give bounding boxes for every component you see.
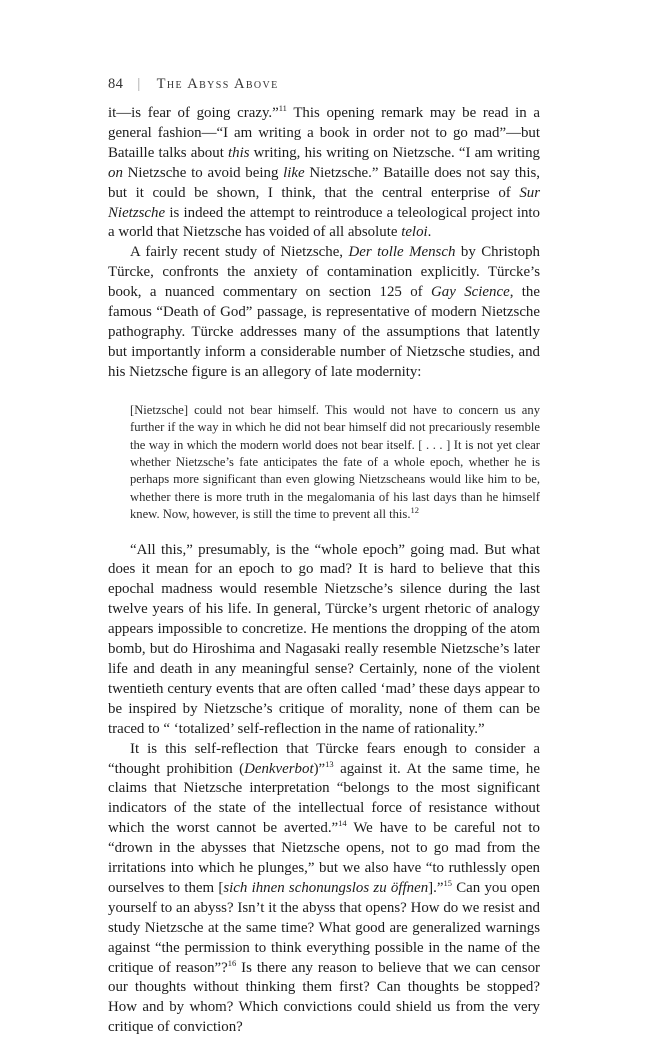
text-run: “All this,” presumably, is the “whole epoch” going mad. But what does it mean for an epoch to go mad? It is hard to believe that this epochal madness would resemble Nietzsche’s silence during the last twelve years of his life. In general, Türcke’s urgent rhetoric of analogy appears impossible to concretize. He mentions the dropping of the atom bomb, but do Hiroshima and Nagasaki really resemble Nietzsche’s later life and death in any meaningful sense? Certainly, none of the violent twentieth century events that are often called ‘mad’ these days appear to be inspired by Nietzsche’s critique of morality, none of them can be traced to “ ‘totalized’ self-reflection in the name of rationality.”: [108, 541, 540, 737]
paragraph-3: [108, 541, 540, 740]
paragraph-4: [108, 740, 540, 1038]
text-run: Can you open yourself to an abyss? Isn’t it the abyss that opens? How do we resist and study Nietzsche at the same time? What good are generalized warnings against “the permission to think everything possible in the name of the critique of reason”?: [108, 879, 540, 976]
text-run: against it. At the same time, he claims that Nietzsche interpretation “belongs to the most significant indicators of the state of the intellectual force of resistance without which the worst cannot be averted.”: [108, 760, 540, 837]
text-run: We have to be careful not to “drown in the abysses that Nietzsche opens, not to go mad from the irritations into which he plunges,” but we also have “to ruthlessly open ourselves to them [: [108, 820, 540, 896]
italic-run: on: [108, 164, 123, 181]
footnote-ref-16: 16: [227, 957, 237, 968]
footnote-ref-11: 11: [278, 103, 287, 114]
text-run: by Christoph Türcke, confronts the anxiety of contamination explicitly. Türcke’s book, a nuanced commentary on section 125 of: [108, 244, 540, 301]
italic-run: Denkverbot: [244, 760, 314, 777]
text-run: writing, his writing on Nietzsche. “I am writing: [249, 144, 540, 161]
footnote-ref-15: 15: [443, 877, 452, 888]
italic-run: teloi: [401, 224, 428, 241]
quote-text: [Nietzsche] could not bear himself. This would not have to concern us any further if the way in which he did not bear himself did not precariously resemble the way in which the modern world does not bear itself. [ . . . ] It is not yet clear whether Nietzsche’s fate anticipates the fate of a whole epoch, whether he is perhaps more significant than even glowing Nietzscheans would like him to be, whether there is more truth in the megalomania of his last days than he himself knew. Now, however, is still the time to prevent all this.: [130, 402, 540, 522]
page-number: 84: [108, 76, 124, 92]
text-run: A fairly recent study of Nietzsche,: [130, 244, 349, 261]
header-separator: |: [137, 76, 141, 92]
running-header: [108, 76, 548, 93]
footnote-ref-13: 13: [325, 758, 334, 769]
text-run: is indeed the attempt to reintroduce a teleological project into a world that Nietzsche has voided of all absolute: [108, 204, 540, 241]
italic-run: this: [228, 144, 250, 161]
text-run: )”: [313, 760, 326, 777]
body-text: [108, 104, 540, 1038]
running-title: The Abyss Above: [156, 76, 279, 92]
text-run: This opening remark may be read in a general fashion—“I am writing a book in order not to go mad”—but Bataille talks about: [108, 105, 540, 161]
text-run: It is this self-reflection that Türcke fears enough to consider a “thought prohibition (: [108, 740, 540, 777]
text-run: Nietzsche to avoid being: [122, 164, 284, 181]
paragraph-1: [108, 104, 540, 243]
text-run: .: [427, 224, 432, 241]
text-run: it—is fear of going crazy.”: [108, 105, 279, 121]
text-run: Is there any reason to believe that we can censor our thoughts without thinking them first? Can thoughts be stopped? How and by whom? Which convictions could shield us from the very critique of conviction?: [108, 959, 540, 1036]
italic-run: Sur Nietzsche: [108, 184, 540, 221]
italic-run: like: [283, 164, 305, 181]
footnote-ref-14: 14: [338, 818, 347, 829]
text-run: ].”: [428, 879, 444, 896]
block-quote: [130, 402, 540, 524]
text-run: Nietzsche.” Bataille does not say this, but it could be shown, I think, that the central enterprise of: [108, 164, 540, 201]
italic-run: sich ihnen schonungslos zu öffnen: [223, 879, 429, 896]
italic-run: Gay Science: [431, 284, 510, 301]
footnote-ref-12: 12: [410, 504, 419, 515]
paragraph-2: [108, 243, 540, 382]
text-run: , the famous “Death of God” passage, is representative of modern Nietzsche pathography. Türcke addresses many of the assumptions that latently but importantly inform a considerable number of Nietzsche studies, and his Nietzsche figure is an allegory of late modernity:: [108, 284, 540, 380]
italic-run: Der tolle Mensch: [348, 244, 456, 261]
